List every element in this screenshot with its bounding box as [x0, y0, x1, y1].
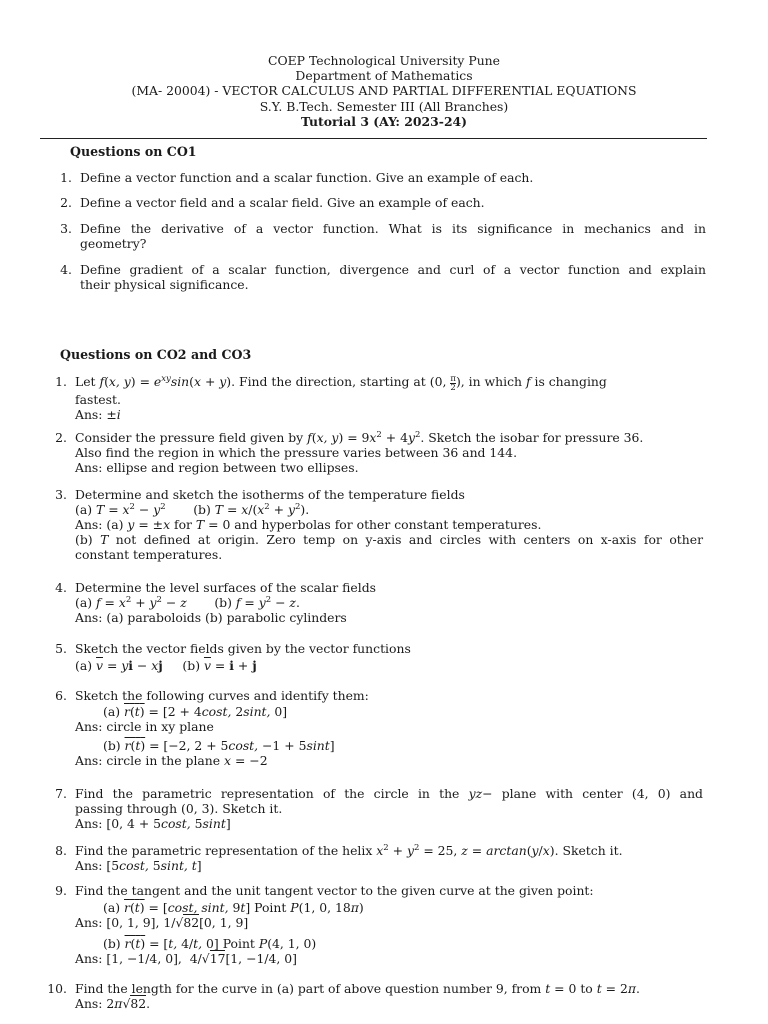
- answer: Ans: [1, −1/4, 0], 4/√17[1, −1/4, 0]: [75, 951, 297, 966]
- question-part-a: (a) r(t) = [cost, sint, 9t] Point P(1, 0, 18π): [103, 900, 364, 915]
- question-text: Determine and sketch the isotherms of the temperature fields: [75, 487, 465, 502]
- question-number: 10.: [47, 981, 67, 996]
- question-text: Also find the region in which the pressure varies between 36 and 144.: [75, 445, 518, 460]
- question-number: 7.: [55, 786, 67, 801]
- question-text: Define the derivative of a vector function. What is its significance in mechanics and in: [80, 221, 706, 236]
- question-number: 5.: [55, 641, 67, 656]
- question-text: Define a vector field and a scalar field. Give an example of each.: [80, 195, 485, 210]
- question-number: 1.: [55, 374, 67, 389]
- question-text: Find the length for the curve in (a) part of above question number 9, from t = 0 to t = 2π.: [75, 981, 640, 996]
- program-info: S.Y. B.Tech. Semester III (All Branches): [259, 98, 509, 114]
- question-text: Define gradient of a scalar function, divergence and curl of a vector function and explain: [80, 262, 706, 277]
- question-number: 3.: [60, 221, 72, 236]
- question-number: 6.: [55, 688, 67, 703]
- question-number: 3.: [55, 487, 67, 502]
- answer: Ans: (a) paraboloids (b) parabolic cylinders: [75, 610, 347, 625]
- section-co1-title: Questions on CO1: [70, 144, 197, 159]
- course-title: (MA- 20004) - VECTOR CALCULUS AND PARTIAL DIFFERENTIAL EQUATIONS: [131, 83, 637, 99]
- question-number: 9.: [55, 883, 67, 898]
- question-text: Sketch the following curves and identify them:: [75, 688, 369, 703]
- answer: Ans: [0, 4 + 5cost, 5sint]: [75, 816, 231, 831]
- question-text: fastest.: [75, 392, 121, 407]
- question-parts: (a) $T = x^2 - y^2$ (b) $T = x/(x^2 + y^2)$.: [75, 502, 310, 517]
- question-parts: (a) $\overline{v}$ = yi − xj (b) $\overline{v} = i + j$: [75, 658, 257, 673]
- question-number: 4.: [55, 580, 67, 595]
- header-divider: [40, 138, 707, 139]
- question-text: passing through (0, 3). Sketch it.: [75, 801, 283, 816]
- answer: Ans: [0, 1, 9], 1/√82[0, 1, 9]: [75, 915, 249, 930]
- question-number: 4.: [60, 262, 72, 277]
- department-name: Department of Mathematics: [295, 68, 473, 84]
- question-number: 8.: [55, 843, 67, 858]
- question-text: geometry?: [80, 236, 147, 251]
- answer: constant temperatures.: [75, 547, 223, 562]
- question-part-b: (b) r(t) = [−2, 2 + 5cost, −1 + 5sint]: [103, 738, 335, 753]
- answer: (b) T not defined at origin. Zero temp on y-axis and circles with centers on x-axis for other: [75, 532, 703, 547]
- answer: Ans: [5cost, 5sint, t]: [75, 858, 202, 873]
- answer: Ans: circle in the plane x = −2: [75, 753, 268, 768]
- question-part-b: (b) r(t) = [t, 4/t, 0] Point P(4, 1, 0): [103, 936, 317, 951]
- document-header: [0, 53, 768, 129]
- question-text: Find the parametric representation of the helix $x^2 + y^2 = 25$, z = arctan(y/x). Sketch it.: [75, 843, 623, 858]
- university-name: COEP Technological University Pune: [267, 53, 500, 68]
- question-text: Sketch the vector fields given by the vector functions: [75, 641, 411, 656]
- section-co2-co3-title: Questions on CO2 and CO3: [60, 347, 252, 362]
- answer: Ans: ellipse and region between two ellipses.: [75, 460, 359, 475]
- question-number: 1.: [60, 170, 72, 185]
- answer: Ans: ±i: [75, 407, 121, 422]
- question-number: 2.: [60, 195, 72, 210]
- answer: Ans: circle in xy plane: [75, 719, 214, 734]
- question-text: Find the parametric representation of the circle in the yz− plane with center (4, 0) and: [75, 786, 703, 801]
- tutorial-title: Tutorial 3 (AY: 2023-24): [300, 113, 468, 129]
- question-text: Let f(x, $y) = e^{xy}\sin(x + y)$. Find the direction, starting at (0, $\frac{\pi}{2}$ ), in which f is changing: [75, 374, 607, 393]
- question-text: Consider the pressure field given by f(x, $y) = 9x^2 + 4y^2$. Sketch the isobar for pressure 36.: [75, 430, 644, 445]
- question-part-a: (a) r(t) = [2 + 4cost, 2sint, 0]: [103, 704, 288, 719]
- question-text: Define a vector function and a scalar function. Give an example of each.: [80, 170, 534, 185]
- question-text: Determine the level surfaces of the scalar fields: [75, 580, 376, 595]
- question-parts: (a) $f = x^2 + y^2 - z$ (b) $f = y^2 - z$.: [75, 595, 300, 610]
- answer: Ans: (a) y = ±x for T = 0 and hyperbolas for other constant temperatures.: [75, 517, 542, 532]
- answer: Ans: 2π√82.: [75, 996, 151, 1011]
- question-number: 2.: [55, 430, 67, 445]
- question-text: their physical significance.: [80, 277, 249, 292]
- question-text: Find the tangent and the unit tangent vector to the given curve at the given point:: [75, 883, 594, 898]
